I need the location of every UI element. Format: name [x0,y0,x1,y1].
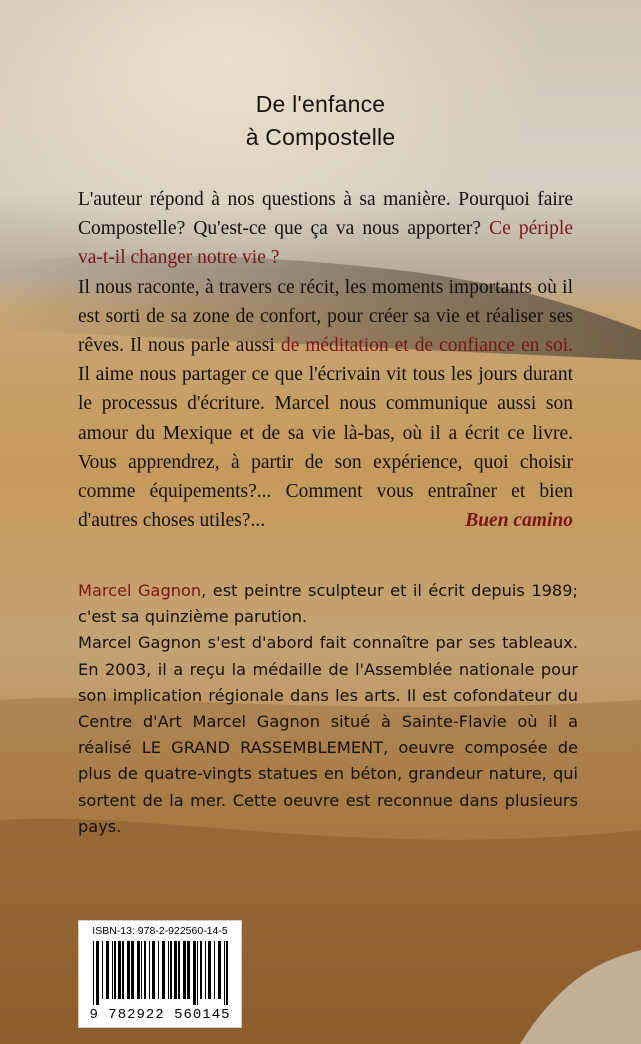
synopsis-body-text-b: Il aime nous partager ce que l'écrivain vit tous les jours durant le processus d'écriture. Marcel nous communique aussi son amour du Mexique et de sa vie là-bas, où il a écrit ce livre. Vous apprendrez, à partir de son expérience, quoi choisir comme équipements?... Comment vous entraîner et bien d'autres choses utiles?... [78,364,573,532]
barcode-bar [200,941,202,999]
barcode-bar [144,941,146,999]
barcode-bar [137,941,140,999]
barcode-bar [96,941,99,1005]
synopsis-body [78,273,573,536]
barcode-bar [193,941,196,1005]
barcode-bar [149,941,150,999]
barcode-bar [187,941,190,999]
barcode-bar [158,941,159,999]
bio-paragraph-1-text: , est peintre sculpteur et il écrit depuis 1989; c'est sa quinzième parution. [78,581,578,627]
barcode-bar [205,941,206,999]
barcode-bar [127,941,130,999]
barcode-bar [197,941,198,1005]
barcode-bar [141,941,142,999]
barcode-bar [224,941,225,1005]
synopsis-intro [78,185,573,273]
bio-paragraph-1 [78,578,578,630]
ean-digits: 9 782922 560145 [89,1007,231,1023]
book-title [0,88,641,154]
barcode-bars [91,941,229,1005]
barcode-bar [162,941,165,999]
author-name: Marcel Gagnon [78,581,202,600]
signoff: Buen camino [465,510,573,532]
synopsis [78,185,573,535]
synopsis-intro-text: L'auteur répond à nos questions à sa manière. Pourquoi faire Compostelle? Qu'est-ce que ça va nous apporter? [78,189,573,240]
synopsis-body-text-a: Il nous raconte, à travers ce récit, les moments importants où il est sorti de sa zone de confort, pour créer sa vie et réaliser ses rêves. Il nous parle aussi [78,276,573,357]
synopsis-body-highlight: de méditation et de confiance en soi. [280,335,573,357]
barcode-bar [102,941,103,999]
barcode-bar [174,941,177,999]
barcode-bar [183,941,186,999]
barcode-bar [170,941,172,999]
barcode-bar [106,941,109,999]
barcode-bar [114,941,116,999]
title-line-1: De l'enfance [255,91,386,117]
author-bio [78,578,578,840]
barcode-bar [214,941,215,999]
isbn-barcode [78,920,242,1028]
barcode-bar [93,941,94,1005]
barcode-bar [118,941,121,999]
barcode-bar [178,941,180,999]
barcode-bar [208,941,211,999]
bio-paragraph-2: Marcel Gagnon s'est d'abord fait connaître par ses tableaux. En 2003, il a reçu la médaille de l'Assemblée nationale pour son implication régionale dans les arts. Il est cofondateur du Centre d'Art Marcel Gagnon situé à Sainte-Flavie où il a réalisé LE GRAND RASSEMBLEMENT, oeuvre composée de plus de quatre-vingts statues en béton, grandeur nature, qui sortent de la mer. Cette oeuvre est reconnue dans plusieurs pays. [78,633,578,836]
barcode-bar [112,941,113,999]
barcode-bar [226,941,228,1005]
barcode-bar [122,941,124,999]
barcode-bar [152,941,155,999]
synopsis-intro-highlight: Ce périple va-t-il changer notre vie ? [78,218,573,269]
barcode-bar [218,941,221,999]
barcode-bar [131,941,134,999]
isbn-label: ISBN-13: 978-2-922560-14-5 [92,925,228,937]
title-line-2: à Compostelle [245,124,396,150]
barcode-bar [168,941,169,999]
